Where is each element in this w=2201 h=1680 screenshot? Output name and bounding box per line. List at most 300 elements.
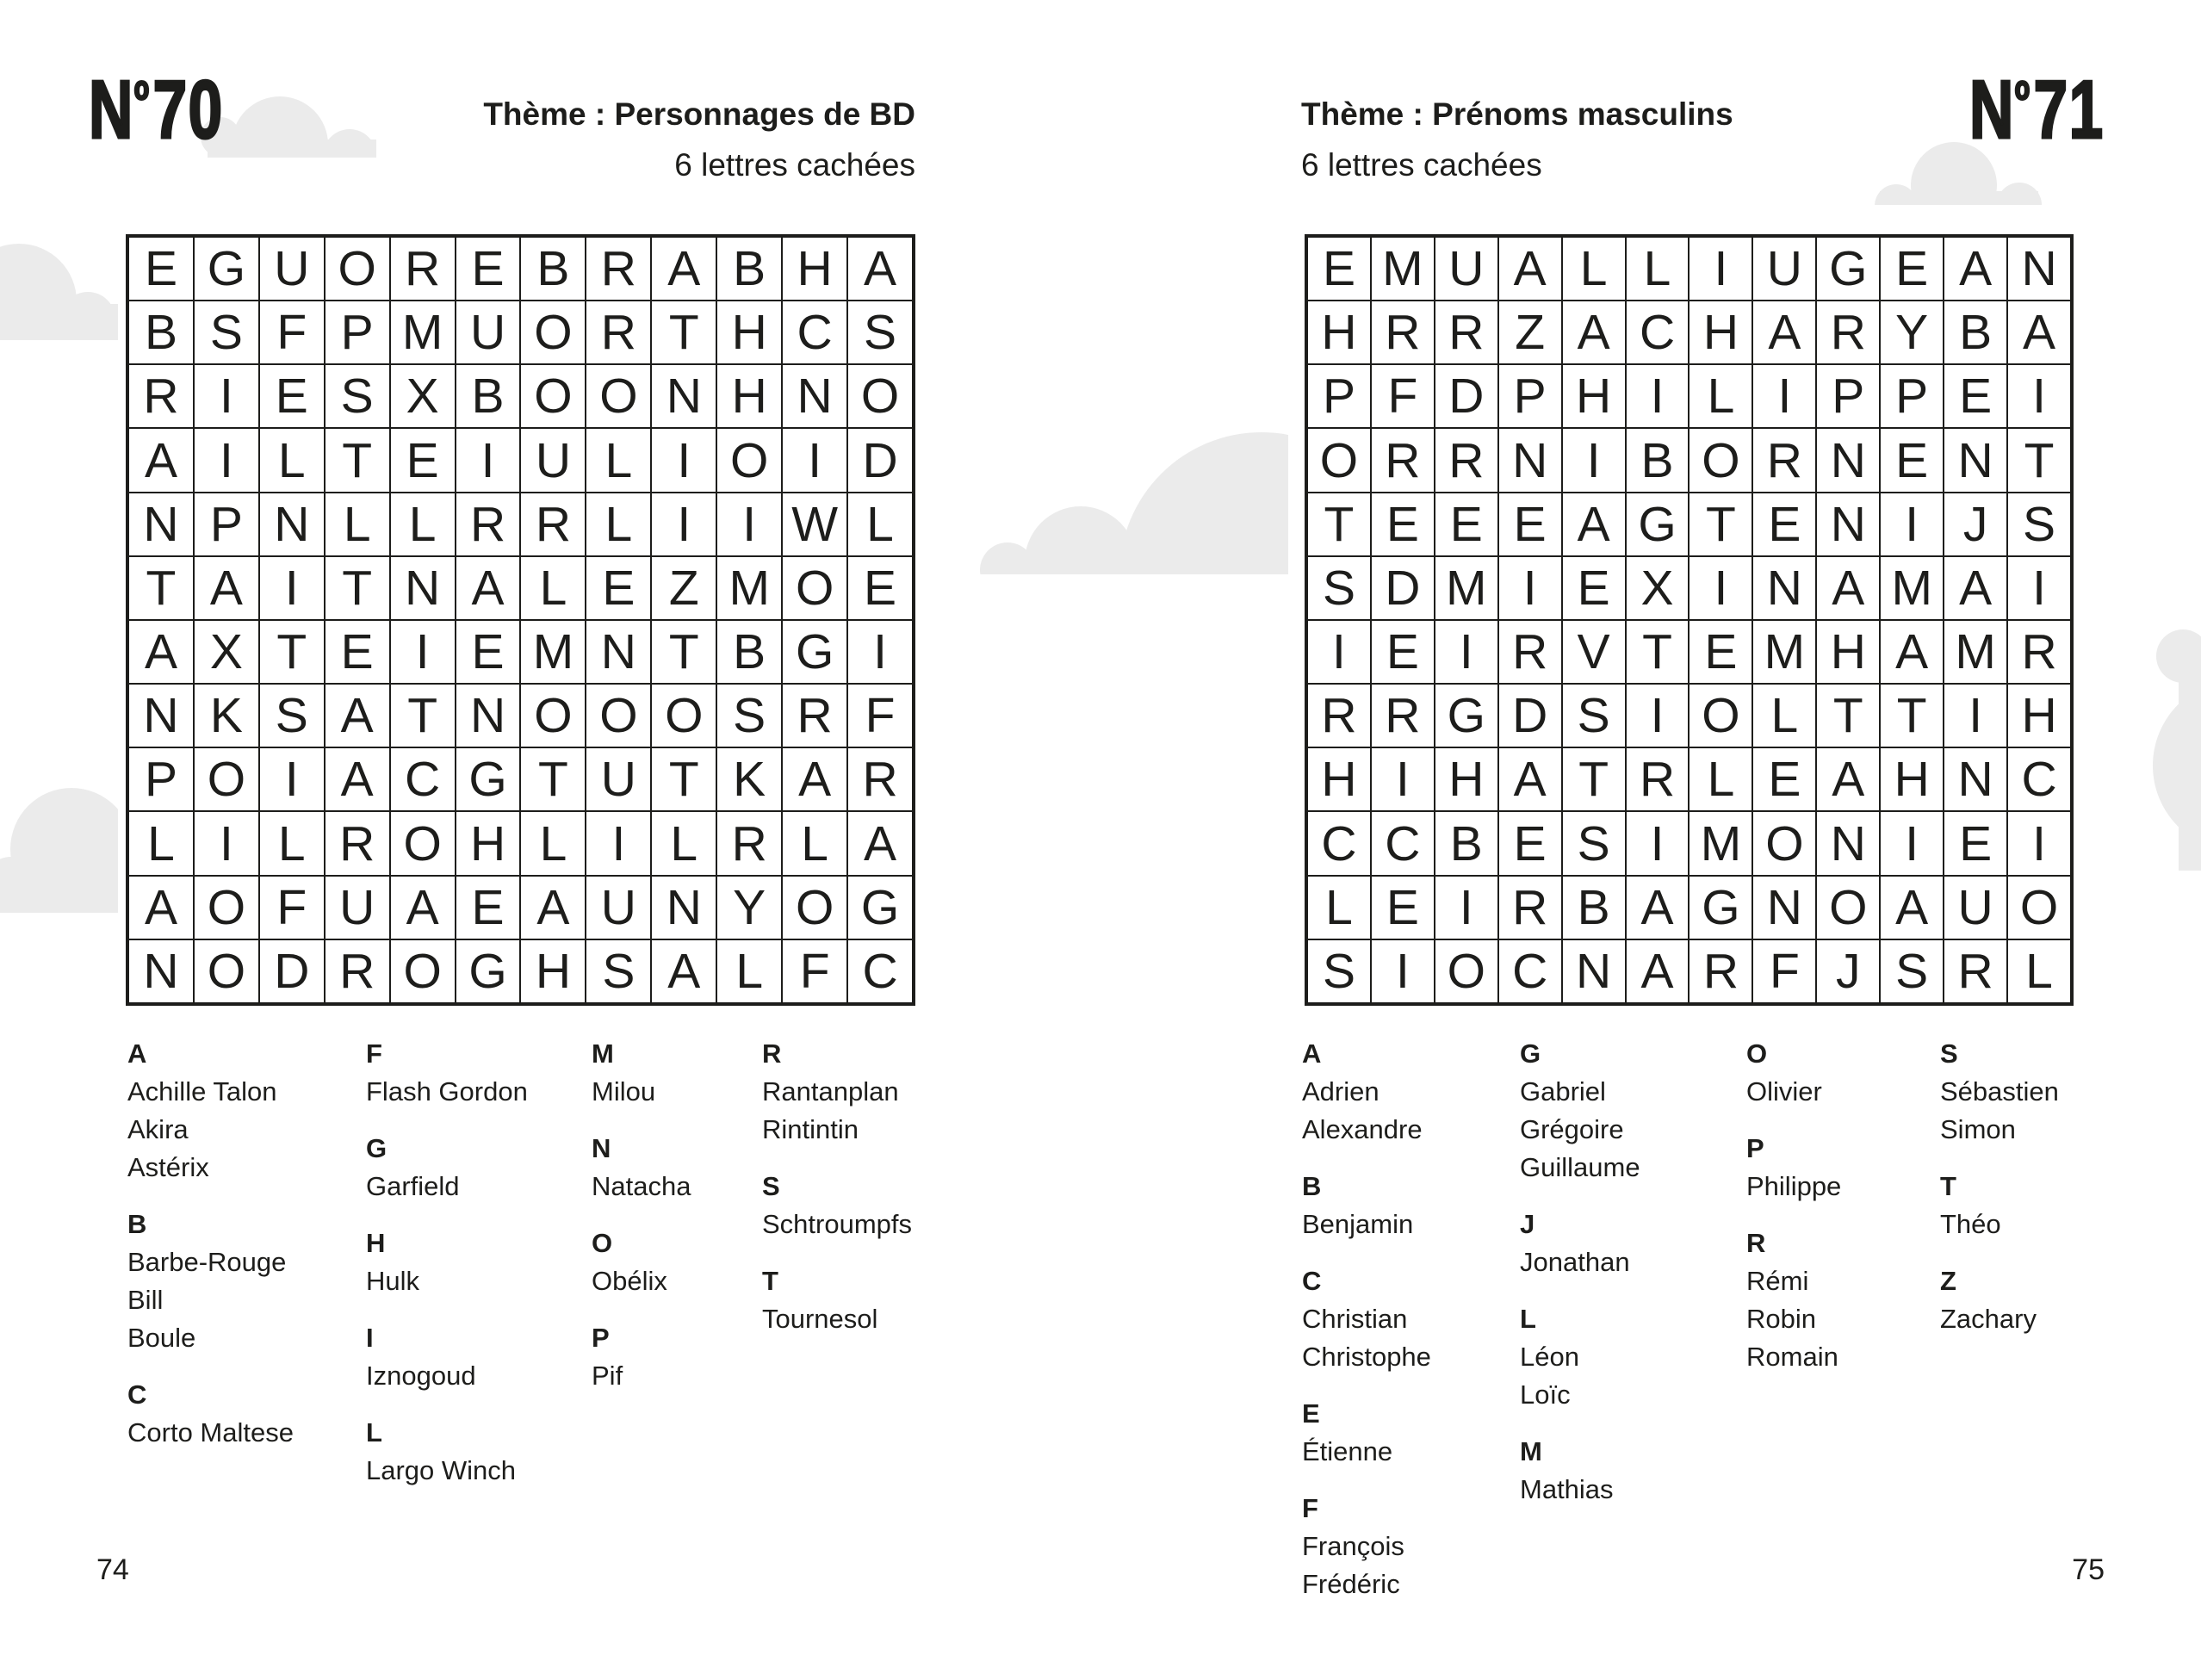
grid-cell: E	[1752, 747, 1816, 811]
grid-cell: O	[1435, 939, 1498, 1003]
grid-cell: F	[847, 684, 913, 747]
grid-cell: U	[520, 428, 586, 492]
grid-cell: W	[782, 493, 847, 556]
word-entry: Guillaume	[1520, 1152, 1640, 1182]
grid-cell: F	[1371, 364, 1435, 428]
grid-cell: O	[586, 684, 651, 747]
grid-cell: A	[782, 747, 847, 811]
grid-cell: I	[1562, 428, 1626, 492]
grid-cell: M	[390, 301, 456, 364]
grid-cell: A	[520, 876, 586, 939]
grid-cell: D	[1435, 364, 1498, 428]
grid-cell: N	[1498, 428, 1562, 492]
word-group	[592, 1224, 691, 1300]
word-group-letter: R	[1746, 1228, 1766, 1258]
grid-cell: H	[1435, 747, 1498, 811]
grid-cell: E	[1371, 620, 1435, 684]
grid-cell: C	[782, 301, 847, 364]
wordlist-column	[127, 1035, 294, 1471]
grid-cell: I	[1307, 620, 1371, 684]
grid-cell: B	[716, 620, 782, 684]
grid-cell: S	[2007, 493, 2071, 556]
grid-cell: R	[325, 811, 390, 875]
grid-cell: E	[325, 620, 390, 684]
word-group	[1520, 1433, 1640, 1509]
grid-cell: A	[1880, 876, 1944, 939]
word-entry: Natacha	[592, 1171, 691, 1201]
grid-cell: R	[1944, 939, 2007, 1003]
word-group	[1746, 1224, 1841, 1376]
grid-cell: O	[194, 747, 259, 811]
grid-cell: I	[651, 493, 716, 556]
grid-cell: N	[1944, 428, 2007, 492]
grid-cell: O	[716, 428, 782, 492]
grid-cell: R	[1752, 428, 1816, 492]
grid-cell: A	[1816, 747, 1880, 811]
word-group-letter: E	[1302, 1398, 1320, 1429]
grid-cell: U	[325, 876, 390, 939]
grid-cell: E	[1307, 237, 1371, 301]
word-group	[366, 1319, 528, 1395]
word-entry: Zachary	[1940, 1304, 2037, 1334]
wordlist-column	[366, 1035, 528, 1509]
grid-cell: N	[1816, 811, 1880, 875]
grid-cell: T	[651, 620, 716, 684]
grid-cell: E	[1435, 493, 1498, 556]
cloud-shape	[0, 874, 118, 913]
grid-cell: I	[1435, 876, 1498, 939]
grid-cell: I	[1371, 939, 1435, 1003]
page-number-right: 75	[2072, 1553, 2105, 1586]
grid-cell: R	[1626, 747, 1690, 811]
grid-cell: N	[782, 364, 847, 428]
grid-cell: P	[1498, 364, 1562, 428]
grid-cell: O	[782, 876, 847, 939]
grid-cell: C	[390, 747, 456, 811]
cloud-decoration-left-upper	[0, 244, 118, 340]
puzzle-number-70	[89, 64, 224, 156]
grid-cell: U	[456, 301, 521, 364]
grid-cell: E	[1498, 493, 1562, 556]
word-entry: Sébastien	[1940, 1076, 2059, 1107]
grid-cell: I	[1689, 237, 1752, 301]
word-group-letter: F	[366, 1038, 382, 1069]
grid-cell: M	[716, 556, 782, 620]
word-entry: Boule	[127, 1323, 196, 1353]
grid-cell: S	[325, 364, 390, 428]
grid-cell: E	[456, 620, 521, 684]
grid-cell: M	[1880, 556, 1944, 620]
grid-cell: P	[1816, 364, 1880, 428]
grid-cell: T	[259, 620, 325, 684]
grid-cell: T	[2007, 428, 2071, 492]
word-group-letter: F	[1302, 1493, 1318, 1523]
grid-cell: E	[1880, 428, 1944, 492]
word-entry: Milou	[592, 1076, 656, 1107]
word-entry: Hulk	[366, 1266, 420, 1296]
grid-cell: H	[2007, 684, 2071, 747]
grid-cell: N	[1752, 876, 1816, 939]
grid-cell: L	[390, 493, 456, 556]
grid-cell: O	[847, 364, 913, 428]
word-group-letter: M	[1520, 1436, 1542, 1466]
grid-cell: H	[456, 811, 521, 875]
word-group	[127, 1206, 294, 1357]
word-group-letter: C	[127, 1379, 147, 1410]
word-group	[1302, 1262, 1431, 1376]
grid-cell: H	[1816, 620, 1880, 684]
grid-cell: R	[782, 684, 847, 747]
grid-cell: A	[1880, 620, 1944, 684]
theme-header-right	[1301, 96, 1733, 183]
word-group	[592, 1319, 691, 1395]
grid-cell: A	[651, 939, 716, 1003]
grid-cell: V	[1562, 620, 1626, 684]
word-group-letter: G	[1520, 1038, 1541, 1069]
grid-cell: R	[1371, 301, 1435, 364]
grid-cell: L	[1562, 237, 1626, 301]
grid-cell: F	[1752, 939, 1816, 1003]
grid-cell: N	[128, 684, 194, 747]
grid-cell: L	[2007, 939, 2071, 1003]
theme-header-left	[483, 96, 915, 183]
word-entry: Léon	[1520, 1342, 1579, 1372]
grid-cell: T	[1626, 620, 1690, 684]
grid-cell: E	[128, 237, 194, 301]
grid-cell: P	[325, 301, 390, 364]
grid-cell: T	[128, 556, 194, 620]
grid-cell: R	[586, 237, 651, 301]
grid-cell: O	[520, 684, 586, 747]
grid-cell: I	[1371, 747, 1435, 811]
grid-cell: R	[456, 493, 521, 556]
grid-cell: O	[1816, 876, 1880, 939]
grid-cell: T	[651, 747, 716, 811]
grid-cell: E	[456, 876, 521, 939]
grid-cell: I	[1626, 364, 1690, 428]
grid-cell: R	[1307, 684, 1371, 747]
numero-sup: o	[2015, 69, 2031, 107]
word-group	[1940, 1035, 2059, 1149]
grid-cell: A	[128, 876, 194, 939]
word-group-letter: R	[762, 1038, 782, 1069]
grid-cell: L	[520, 556, 586, 620]
grid-cell: G	[194, 237, 259, 301]
grid-cell: N	[390, 556, 456, 620]
grid-cell: M	[520, 620, 586, 684]
word-entry: Barbe-Rouge	[127, 1247, 287, 1277]
grid-cell: B	[1435, 811, 1498, 875]
grid-cell: E	[1880, 237, 1944, 301]
grid-cell: N	[456, 684, 521, 747]
grid-cell: A	[1944, 556, 2007, 620]
grid-cell: N	[1752, 556, 1816, 620]
grid-cell: O	[390, 939, 456, 1003]
grid-cell: E	[1752, 493, 1816, 556]
grid-cell: R	[2007, 620, 2071, 684]
grid-cell: D	[259, 939, 325, 1003]
word-group-letter: H	[366, 1228, 386, 1258]
theme-title: Thème : Personnages de BD	[483, 96, 915, 132]
grid-cell: A	[1626, 939, 1690, 1003]
grid-cell: S	[716, 684, 782, 747]
grid-cell: G	[456, 939, 521, 1003]
grid-cell: I	[194, 811, 259, 875]
grid-cell: S	[194, 301, 259, 364]
grid-cell: T	[325, 556, 390, 620]
grid-cell: R	[325, 939, 390, 1003]
grid-cell: S	[1307, 556, 1371, 620]
numero-sup: o	[133, 69, 150, 107]
grid-cell: A	[1498, 747, 1562, 811]
grid-cell: I	[390, 620, 456, 684]
grid-cell: B	[1626, 428, 1690, 492]
grid-cell: O	[520, 364, 586, 428]
grid-cell: F	[782, 939, 847, 1003]
grid-cell: T	[1689, 493, 1752, 556]
grid-cell: A	[194, 556, 259, 620]
grid-cell: O	[782, 556, 847, 620]
word-group-letter: J	[1520, 1209, 1535, 1239]
grid-cell: E	[390, 428, 456, 492]
grid-cell: H	[716, 364, 782, 428]
grid-cell: G	[1689, 876, 1752, 939]
page-number-left: 74	[96, 1553, 129, 1586]
grid-cell: O	[2007, 876, 2071, 939]
grid-cell: U	[1944, 876, 2007, 939]
grid-cell: P	[1307, 364, 1371, 428]
word-entry: Rintintin	[762, 1114, 859, 1144]
word-group-letter: O	[1746, 1038, 1768, 1069]
word-entry: Théo	[1940, 1209, 2001, 1239]
grid-cell: A	[1562, 301, 1626, 364]
grid-cell: N	[259, 493, 325, 556]
grid-cell: R	[1435, 428, 1498, 492]
grid-cell: M	[1371, 237, 1435, 301]
grid-cell: S	[847, 301, 913, 364]
grid-cell: A	[1944, 237, 2007, 301]
grid-cell: M	[1689, 811, 1752, 875]
word-entry: Pif	[592, 1361, 623, 1391]
grid-cell: I	[1689, 556, 1752, 620]
wordlist-column	[762, 1035, 912, 1357]
grid-cell: U	[1435, 237, 1498, 301]
grid-cell: L	[651, 811, 716, 875]
grid-cell: Z	[651, 556, 716, 620]
grid-cell: E	[259, 364, 325, 428]
cloud-shape	[208, 139, 376, 158]
cloud-shape	[989, 553, 1288, 574]
grid-cell: R	[586, 301, 651, 364]
grid-cell: L	[520, 811, 586, 875]
grid-cell: G	[456, 747, 521, 811]
numero-n: N	[89, 64, 134, 156]
word-group-letter: L	[366, 1417, 382, 1448]
word-group-letter: L	[1520, 1304, 1536, 1334]
grid-cell: I	[782, 428, 847, 492]
grid-cell: I	[2007, 811, 2071, 875]
word-entry: Simon	[1940, 1114, 2016, 1144]
word-entry: Olivier	[1746, 1076, 1822, 1107]
grid-cell: O	[1689, 684, 1752, 747]
word-group-letter: B	[1302, 1171, 1322, 1201]
grid-cell: P	[128, 747, 194, 811]
numero-value: 70	[152, 64, 224, 156]
grid-cell: N	[128, 939, 194, 1003]
grid-cell: L	[716, 939, 782, 1003]
grid-cell: R	[1816, 301, 1880, 364]
grid-cell: G	[1626, 493, 1690, 556]
grid-cell: A	[456, 556, 521, 620]
word-entry: Benjamin	[1302, 1209, 1414, 1239]
grid-cell: H	[782, 237, 847, 301]
grid-cell: L	[1752, 684, 1816, 747]
grid-cell: H	[716, 301, 782, 364]
grid-cell: Y	[1880, 301, 1944, 364]
grid-cell: T	[1880, 684, 1944, 747]
word-group	[366, 1414, 528, 1490]
grid-cell: O	[325, 237, 390, 301]
word-entry: Adrien	[1302, 1076, 1380, 1107]
grid-cell: I	[194, 428, 259, 492]
grid-cell: B	[456, 364, 521, 428]
grid-cell: F	[259, 301, 325, 364]
grid-cell: H	[1689, 301, 1752, 364]
grid-cell: U	[586, 747, 651, 811]
grid-cell: A	[325, 684, 390, 747]
grid-cell: O	[1689, 428, 1752, 492]
grid-cell: O	[1752, 811, 1816, 875]
grid-cell: N	[651, 364, 716, 428]
word-group-letter: G	[366, 1133, 388, 1163]
grid-cell: T	[520, 747, 586, 811]
grid-cell: N	[651, 876, 716, 939]
grid-cell: N	[1816, 493, 1880, 556]
word-group-letter: S	[1940, 1038, 1958, 1069]
grid-cell: T	[1816, 684, 1880, 747]
word-group	[592, 1035, 691, 1111]
word-group-letter: O	[592, 1228, 613, 1258]
grid-cell: K	[716, 747, 782, 811]
grid-cell: J	[1816, 939, 1880, 1003]
word-group	[592, 1130, 691, 1206]
word-group	[762, 1262, 912, 1338]
word-entry: Achille Talon	[127, 1076, 277, 1107]
grid-cell: O	[520, 301, 586, 364]
grid-cell: B	[520, 237, 586, 301]
word-entry: Christian	[1302, 1304, 1408, 1334]
wordlist-column	[1746, 1035, 1841, 1395]
grid-cell: L	[259, 811, 325, 875]
grid-cell: A	[128, 620, 194, 684]
grid-cell: A	[1626, 876, 1690, 939]
grid-cell: C	[1498, 939, 1562, 1003]
word-group-letter: B	[127, 1209, 147, 1239]
grid-cell: L	[259, 428, 325, 492]
grid-cell: G	[847, 876, 913, 939]
word-entry: Mathias	[1520, 1474, 1614, 1504]
grid-cell: R	[1371, 684, 1435, 747]
grid-cell: A	[325, 747, 390, 811]
grid-cell: L	[586, 493, 651, 556]
word-entry: Schtroumpfs	[762, 1209, 913, 1239]
word-group-letter: T	[1940, 1171, 1956, 1201]
grid-cell: U	[259, 237, 325, 301]
word-group	[762, 1035, 912, 1149]
word-entry: Loïc	[1520, 1379, 1571, 1410]
grid-cell: L	[325, 493, 390, 556]
hidden-letters-note: 6 lettres cachées	[1301, 146, 1542, 183]
grid-cell: M	[1752, 620, 1816, 684]
grid-cell: I	[1626, 684, 1690, 747]
grid-cell: L	[1307, 876, 1371, 939]
grid-cell: T	[390, 684, 456, 747]
grid-cell: L	[1689, 747, 1752, 811]
word-entry: Iznogoud	[366, 1361, 476, 1391]
grid-cell: R	[1689, 939, 1752, 1003]
word-group	[366, 1224, 528, 1300]
word-group	[1302, 1395, 1431, 1471]
wordlist-column	[1302, 1035, 1431, 1622]
grid-cell: A	[1498, 237, 1562, 301]
word-group-letter: C	[1302, 1266, 1322, 1296]
cloud-decoration-left-lower	[0, 788, 118, 913]
word-group	[1746, 1035, 1841, 1111]
word-group	[366, 1130, 528, 1206]
grid-cell: M	[1435, 556, 1498, 620]
grid-cell: I	[2007, 556, 2071, 620]
grid-cell: N	[2007, 237, 2071, 301]
grid-cell: E	[1371, 493, 1435, 556]
grid-cell: X	[390, 364, 456, 428]
puzzle-number-71	[1969, 64, 2105, 156]
word-entry: Flash Gordon	[366, 1076, 528, 1107]
grid-cell: I	[1498, 556, 1562, 620]
grid-cell: D	[1371, 556, 1435, 620]
word-group	[1302, 1168, 1431, 1243]
word-entry: Rémi	[1746, 1266, 1809, 1296]
word-group	[127, 1376, 294, 1452]
word-group-letter: I	[366, 1323, 374, 1353]
grid-cell: A	[1752, 301, 1816, 364]
word-group	[127, 1035, 294, 1187]
grid-cell: E	[1371, 876, 1435, 939]
grid-cell: I	[259, 747, 325, 811]
word-group	[1746, 1130, 1841, 1206]
grid-cell: C	[1371, 811, 1435, 875]
grid-cell: R	[390, 237, 456, 301]
grid-cell: O	[194, 876, 259, 939]
grid-cell: A	[1562, 493, 1626, 556]
grid-cell: B	[716, 237, 782, 301]
word-group-letter: P	[592, 1323, 610, 1353]
word-entry: Grégoire	[1520, 1114, 1624, 1144]
cloud-decoration-right-edge	[2127, 629, 2201, 871]
grid-cell: I	[1880, 811, 1944, 875]
grid-cell: I	[1752, 364, 1816, 428]
word-group	[1520, 1206, 1640, 1281]
word-entry: Akira	[127, 1114, 189, 1144]
grid-cell: I	[1626, 811, 1690, 875]
cloud-shape	[0, 304, 118, 340]
grid-cell: I	[194, 364, 259, 428]
grid-cell: E	[1498, 811, 1562, 875]
grid-cell: E	[586, 556, 651, 620]
grid-cell: I	[456, 428, 521, 492]
word-group-letter: N	[592, 1133, 611, 1163]
word-entry: Astérix	[127, 1152, 209, 1182]
grid-cell: A	[847, 811, 913, 875]
